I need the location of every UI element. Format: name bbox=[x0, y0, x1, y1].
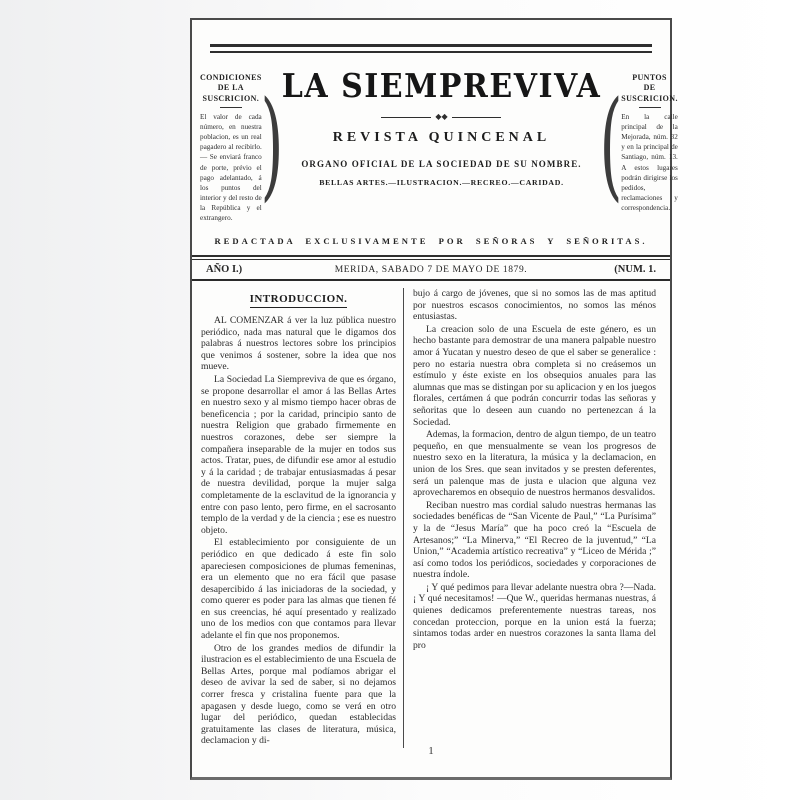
ornament-line-left bbox=[381, 117, 431, 118]
subscription-points-box bbox=[621, 65, 678, 223]
newspaper-subtitle: REVISTA QUINCENAL bbox=[332, 130, 551, 145]
article-paragraph: bujo á cargo de jóvenes, que si no somos las de mas aptitud por nuestros escasos conocimientos, no somos las ménos entusiastas. bbox=[413, 288, 656, 323]
page-number: 1 bbox=[428, 745, 434, 757]
issue-number-label: (NUM. 1. bbox=[614, 264, 656, 276]
newspaper-title: LA SIEMPREVIVA bbox=[281, 67, 602, 106]
points-text: En la calle principal de la Mejorada, núm. 32 y en la principal de Santiago, núm. 13. A estos lugares podrán dirigirse los pedidos, reclamaciones y correspondencia. bbox=[621, 113, 678, 212]
article-paragraph: El establecimiento por consiguiente de un periódico en que dedicado á este fin solo apareciesen composiciones de plumas femeninas, era un elemento que no era fácil que pasase desapercibido á las iniciadoras de la sociedad, y como querer es poder para las almas que tienen fé en sus creencias, hé aquí presentado y realizado uno de los medios con que contamos para llevar adelante el fin que nos proponemos. bbox=[201, 537, 396, 642]
article-paragraph: Ademas, la formacion, dentro de algun tiempo, de un teatro pequeño, en que mensualmente se vean los progresos de nuestro sexo en la literatura, la música y la declamacion, en union de los Sres. que sean invitados y se presten deferentes, será un palenque mas de justa e ulacion que alguna vez aprovecharemos en obsequio de nuestros hermanos desvalidos. bbox=[413, 429, 656, 499]
newspaper-page bbox=[190, 18, 678, 780]
dateline bbox=[192, 260, 670, 279]
ornament-line-right bbox=[452, 117, 502, 118]
top-double-rule bbox=[210, 44, 652, 53]
ornament-divider bbox=[381, 113, 501, 121]
article-paragraph: Otro de los grandes medios de difundir la ilustracion es el establecimiento de una Escuela de Bellas Artes, porque mal podíamos abrigar el deseo de avivar la sed de saber, si no dejamos correr fresca y cristalina fuente para que la apagasen y desde luego, como se verá en otro lugar del periódico, quedan establecidas gratuitamente las clases de literatura, música, declamacion y di- bbox=[201, 642, 396, 747]
article-paragraph: AL COMENZAR á ver la luz pública nuestro periódico, nada mas natural que le digamos dos palabras á nuestros lectores sobre los principios que venimos á sostener, sobre la idea que nos mueve. bbox=[201, 315, 396, 373]
article-paragraph: La creacion solo de una Escuela de este género, es un hecho bastante para demostrar de una manera palpable nuestro amor á Yucatan y nuestro deseo de que el saber se generalice : pero no estaria nuestra obra completa si no creásemos un estímulo y éste existe en los obsequios anuales para las alumnas que mas se distingan por su aplicacion y en los juegos florales, certámen á que podrán concurrir todas las señoras y señoritas que lo deseen aun cuando no pertenezcan á la Sociedad. bbox=[413, 323, 656, 428]
right-column-paragraphs bbox=[413, 288, 656, 651]
article-paragraph: La Sociedad La Siempreviva de que es órgano, se propone desarrollar el amor á las Bellas Artes en nuestro sexo y al mismo tiempo hacer obras de beneficencia ; por la caridad, principio santo de nuestra Religion que grabado firmemente en nuestros corazones, debe ser siempre la compañera inseparable de la mujer en todos sus actos. Tratar, pues, de difundir ese amor al estudio y á la caridad ; de trabajar entusiasmadas á pesar de nuestra devilidad, porque la mujer salga completamente de la esclavitud de la ignorancia y entre con paso lento, pero firme, en el sacrosanto templo de la verdad y de la ciencia ; ese es nuestro objeto. bbox=[201, 374, 396, 536]
year-label: AÑO I.) bbox=[206, 264, 243, 276]
left-column bbox=[201, 288, 403, 748]
redaction-line: REDACTADA EXCLUSIVAMENTE POR SEÑORAS Y SEÑORITAS. bbox=[214, 236, 648, 247]
conditions-text: El valor de cada número, en nuestra poblacion, es un real pagadero al recibirlo.— Se enviará franco de porte, prévio el pago adelantado, á los puntos del interior y del resto de la República y el extrangero. bbox=[200, 113, 262, 222]
organ-line: ORGANO OFICIAL DE LA SOCIEDAD DE SU NOMBRE. bbox=[301, 159, 582, 169]
conditions-rule bbox=[220, 107, 242, 108]
subscription-conditions-box bbox=[200, 65, 262, 223]
article-paragraph: ¡ Y qué pedimos para llevar adelante nuestra obra ?—Nada. ¡ Y qué necesitamos! —Que W., queridas hermanas nuestras, á quienes dedicamos preferentemente nuestras tareas, nos concedan proteccion, porque en la union está la fuerza; sintamos todas arder en nuestros corazones la santa llama del pro bbox=[413, 581, 656, 651]
closing-paren-ornament: ) bbox=[260, 75, 284, 214]
date-label: MERIDA, SABADO 7 DE MAYO DE 1879. bbox=[334, 265, 528, 276]
right-column bbox=[404, 288, 656, 748]
opening-paren-ornament: ( bbox=[599, 75, 623, 214]
left-column-paragraphs bbox=[201, 315, 396, 747]
article-paragraph: Reciban nuestro mas cordial saludo nuestras hermanas las sociedades benéficas de “San Vicente de Paul,” “La Purísima” y la de “Jesus María” que ha poco creó la “Escuela de Artesanos;” “La Minerva,” “El Recreo de la juventud,” “La Union,” “Academia artístico recreativa” y “Liceo de Mérida ;” así como todos los periódicos, sociedades y corporaciones de nuestra índole. bbox=[413, 499, 656, 581]
diamond-icon: ◆◆ bbox=[435, 112, 448, 121]
masthead bbox=[200, 65, 678, 223]
points-rule bbox=[639, 107, 661, 108]
article-heading: INTRODUCCION. bbox=[201, 289, 396, 308]
conditions-heading: CONDICIONES DE LA SUSCRICION. bbox=[200, 73, 262, 103]
article-columns bbox=[192, 281, 670, 748]
masthead-center bbox=[282, 65, 601, 223]
motto-line: BELLAS ARTES.—ILUSTRACION.—RECREO.—CARIDAD. bbox=[319, 178, 564, 187]
points-heading: PUNTOS DE SUSCRICION. bbox=[621, 73, 678, 103]
